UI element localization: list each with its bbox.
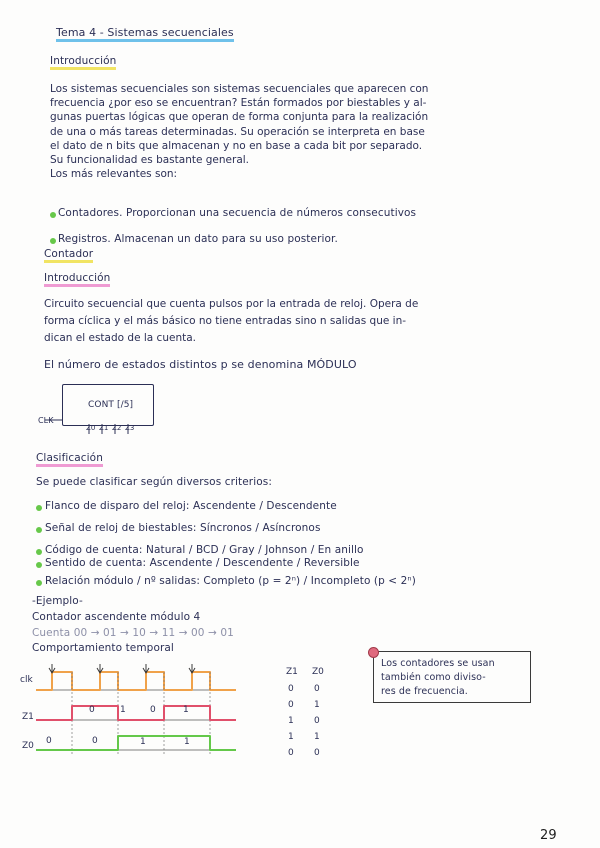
table-cell: 0 bbox=[314, 684, 320, 694]
intro-bullet: Registros. Almacenan un dato para su uso posterior. bbox=[58, 233, 338, 245]
table-cell: 0 bbox=[288, 748, 294, 758]
intro-bullet: Contadores. Proporcionan una secuencia de números consecutivos bbox=[58, 207, 417, 219]
z0-value: 1 bbox=[184, 737, 190, 747]
clk-wave bbox=[36, 672, 236, 690]
intro-heading: Introducción bbox=[50, 55, 116, 70]
intro-line: el dato de n bits que almacenan y no en base a cada bit por separado. bbox=[50, 139, 423, 152]
contador-line: forma cíclica y el más básico no tiene entradas sino n salidas que in- bbox=[44, 315, 407, 327]
intro-line: frecuencia ¿por eso se encuentran? Están formados por biestables y al- bbox=[50, 97, 427, 110]
z1-wave bbox=[36, 706, 236, 720]
clasificacion-bullet: Señal de reloj de biestables: Síncronos / Asíncronos bbox=[45, 522, 321, 534]
output-label-z1: Z1 bbox=[99, 424, 109, 432]
intro-line: gunas puertas lógicas que operan de forma conjunta para la realización bbox=[50, 111, 429, 124]
intro-line: Los más relevantes son: bbox=[50, 168, 178, 181]
contador-line: Circuito secuencial que cuenta pulsos por la entrada de reloj. Opera de bbox=[44, 298, 419, 310]
table-cell: 0 bbox=[314, 748, 320, 758]
signal-label-z1: Z1 bbox=[22, 712, 34, 722]
output-label-z2: Z2 bbox=[112, 424, 122, 432]
page-title: Tema 4 - Sistemas secuenciales bbox=[56, 26, 234, 42]
table-cell: 1 bbox=[288, 732, 294, 742]
table-cell: 1 bbox=[288, 716, 294, 726]
table-cell: 0 bbox=[314, 716, 320, 726]
counter-block-label: CONT [/5] bbox=[88, 400, 134, 410]
timing-title: Comportamiento temporal bbox=[32, 642, 174, 654]
z1-value: 0 bbox=[89, 705, 95, 715]
clasificacion-bullet: Sentido de cuenta: Ascendente / Descendente / Reversible bbox=[45, 557, 360, 569]
modulo-line: El número de estados distintos p se denomina MÓDULO bbox=[44, 358, 357, 371]
clasificacion-heading: Clasificación bbox=[36, 452, 103, 467]
table-cell: 0 bbox=[288, 700, 294, 710]
clasificacion-bullet: Relación módulo / nº salidas: Completo (p = 2ⁿ) / Incompleto (p < 2ⁿ) bbox=[45, 575, 416, 587]
table-cell: 1 bbox=[314, 732, 320, 742]
count-sequence: Cuenta 00 → 01 → 10 → 11 → 00 → 01 bbox=[32, 627, 234, 639]
z0-value: 1 bbox=[140, 737, 146, 747]
output-label-z3: Z3 bbox=[125, 424, 135, 432]
table-header-z0: Z0 bbox=[312, 667, 324, 677]
z1-value: 1 bbox=[120, 705, 126, 715]
intro-line: de una o más tareas determinadas. Su operación se interpreta en base bbox=[50, 125, 425, 138]
page-number: 29 bbox=[540, 828, 557, 843]
example-label: -Ejemplo- bbox=[32, 595, 83, 607]
contador-heading: Contador bbox=[44, 248, 93, 263]
contador-line: dican el estado de la cuenta. bbox=[44, 332, 196, 344]
clk-input-label: CLK bbox=[38, 416, 54, 425]
z0-value: 0 bbox=[46, 736, 52, 746]
signal-label-clk: clk bbox=[20, 675, 33, 685]
clasificacion-intro: Se puede clasificar según diversos criterios: bbox=[36, 476, 272, 488]
z1-value: 1 bbox=[183, 705, 189, 715]
table-cell: 1 bbox=[314, 700, 320, 710]
example-title: Contador ascendente módulo 4 bbox=[32, 611, 201, 623]
clasificacion-bullet: Flanco de disparo del reloj: Ascendente / Descendente bbox=[45, 500, 337, 512]
note-line: también como diviso- bbox=[381, 672, 486, 683]
intro-line: Su funcionalidad es bastante general. bbox=[50, 154, 250, 167]
signal-label-z0: Z0 bbox=[22, 741, 34, 751]
note-line: Los contadores se usan bbox=[381, 658, 495, 669]
intro-line: Los sistemas secuenciales son sistemas secuenciales que aparecen con bbox=[50, 83, 429, 95]
output-label-z0: Z0 bbox=[86, 424, 96, 432]
clasificacion-bullet: Código de cuenta: Natural / BCD / Gray / Johnson / En anillo bbox=[45, 544, 364, 556]
waveforms bbox=[36, 420, 236, 756]
z0-value: 0 bbox=[92, 736, 98, 746]
output-lines bbox=[89, 424, 128, 434]
pin-icon bbox=[368, 647, 379, 658]
table-header-z1: Z1 bbox=[286, 667, 298, 677]
z1-value: 0 bbox=[150, 705, 156, 715]
note-line: res de frecuencia. bbox=[381, 686, 468, 697]
contador-subheading: Introducción bbox=[44, 272, 110, 287]
z0-wave bbox=[36, 736, 236, 750]
table-cell: 0 bbox=[288, 684, 294, 694]
